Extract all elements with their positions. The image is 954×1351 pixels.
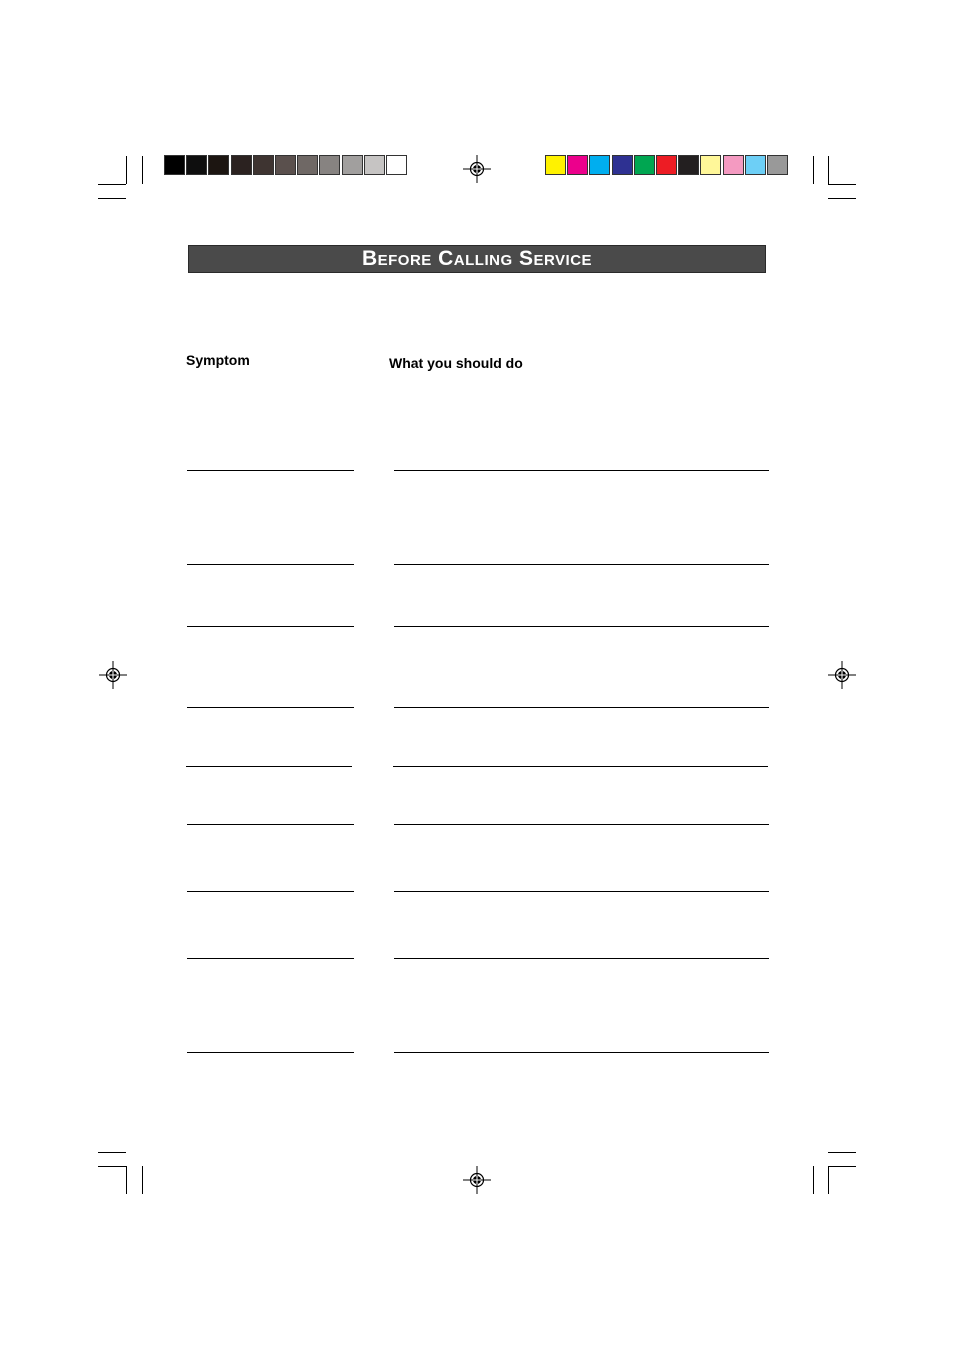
- color-swatch: [723, 155, 744, 175]
- page-title: Before Calling Service: [188, 245, 766, 273]
- row-divider-action: [394, 1052, 769, 1053]
- color-swatch: [364, 155, 385, 175]
- row-divider-action: [393, 766, 768, 767]
- registration-mark-icon: [828, 661, 856, 689]
- color-swatch: [767, 155, 788, 175]
- color-swatch: [678, 155, 699, 175]
- color-swatch: [745, 155, 766, 175]
- row-divider-symptom: [187, 470, 354, 471]
- crop-mark: [828, 1152, 856, 1153]
- crop-mark: [98, 184, 126, 185]
- registration-mark-icon: [463, 1166, 491, 1194]
- crop-mark: [828, 1166, 829, 1194]
- row-divider-action: [394, 958, 769, 959]
- crop-mark: [828, 184, 856, 185]
- row-divider-symptom: [187, 1052, 354, 1053]
- row-divider-symptom: [187, 626, 354, 627]
- row-divider-action: [394, 626, 769, 627]
- color-swatch: [297, 155, 318, 175]
- color-swatch: [231, 155, 252, 175]
- row-divider-symptom: [186, 766, 352, 767]
- crop-mark: [98, 198, 126, 199]
- registration-mark-icon: [99, 661, 127, 689]
- color-swatch: [186, 155, 207, 175]
- color-swatch: [545, 155, 566, 175]
- color-swatch: [700, 155, 721, 175]
- color-swatch: [612, 155, 633, 175]
- crop-mark: [813, 1166, 814, 1194]
- color-swatch: [319, 155, 340, 175]
- row-divider-action: [394, 891, 769, 892]
- crop-mark: [142, 156, 143, 184]
- color-swatch: [275, 155, 296, 175]
- color-swatch: [208, 155, 229, 175]
- row-divider-symptom: [187, 891, 354, 892]
- crop-mark: [126, 1166, 127, 1194]
- row-divider-symptom: [187, 958, 354, 959]
- color-swatch: [253, 155, 274, 175]
- color-swatch: [589, 155, 610, 175]
- color-swatch: [342, 155, 363, 175]
- crop-mark: [828, 156, 829, 184]
- color-swatch: [634, 155, 655, 175]
- crop-mark: [828, 1166, 856, 1167]
- registration-mark-icon: [463, 155, 491, 183]
- column-header-action: What you should do: [389, 355, 523, 371]
- crop-mark: [98, 1152, 126, 1153]
- row-divider-action: [394, 564, 769, 565]
- color-swatch: [656, 155, 677, 175]
- crop-mark: [828, 198, 856, 199]
- row-divider-action: [394, 470, 769, 471]
- color-swatch: [164, 155, 185, 175]
- row-divider-action: [394, 707, 769, 708]
- crop-mark: [98, 1166, 126, 1167]
- crop-mark: [813, 156, 814, 184]
- row-divider-action: [394, 824, 769, 825]
- color-swatch: [567, 155, 588, 175]
- row-divider-symptom: [187, 824, 354, 825]
- row-divider-symptom: [187, 564, 354, 565]
- row-divider-symptom: [187, 707, 354, 708]
- column-header-symptom: Symptom: [186, 352, 250, 368]
- crop-mark: [142, 1166, 143, 1194]
- color-swatch: [386, 155, 407, 175]
- crop-mark: [126, 156, 127, 184]
